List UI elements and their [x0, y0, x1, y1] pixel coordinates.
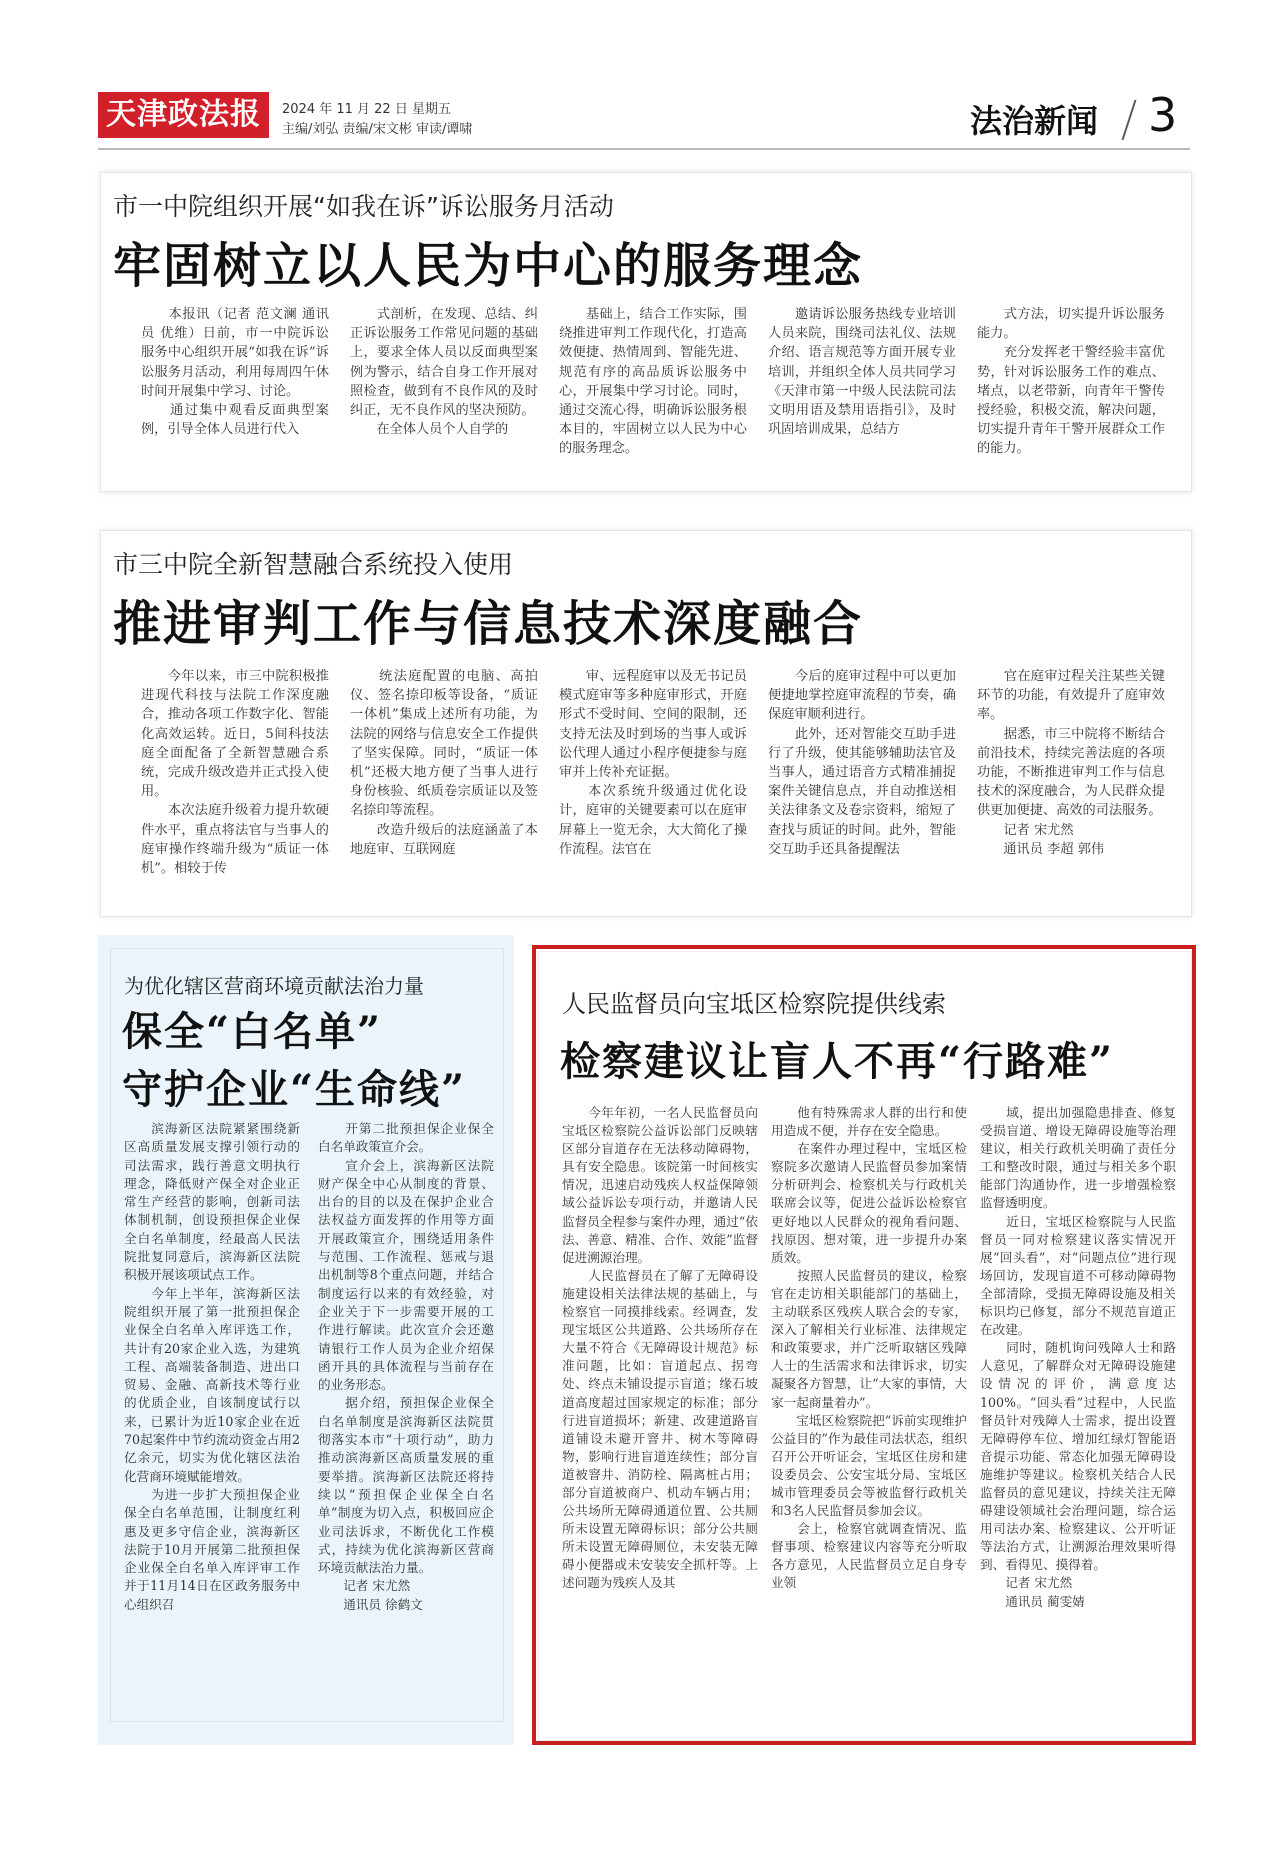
newspaper-logo: 天津政法报 [98, 92, 269, 138]
article-1-column-5: 式方法，切实提升诉讼服务能力。 充分发挥老干警经验丰富优势，针对诉讼服务工作的难点、堵点，以老带新，向青年干警传授经验，积极交流，解决问题，切实提升青年干警开展群众工作的能力。 [977, 307, 1165, 457]
article-4-headline: 检察建议让盲人不再“行路难” [560, 1038, 1115, 1085]
article-1 [100, 172, 1192, 492]
article-4-column-3: 域，提出加强隐患排查、修复受损盲道、增设无障碍设施等治理建议，相关行政机关明确了责任分工和整改时限，通过与相关多个职能部门沟通协作，进一步增强检察监督透明度。 近日，宝坻区检察院与人民监督员一同对检察建议落实情况开展“回头看”，对“问题点位”进行现场回访，发现盲道不可移动障碍物全部清除，受损无障碍设施及相关标识均已修复，部分不规范盲道正在改建。 同时，随机询问残障人士和路人意见，了解群众对无障碍设施建设情况的评价，满意度达100%。“回头看”过程中，人民监督员针对残障人士需求，提出设置无障碍停车位、增加红绿灯智能语音提示功能、常态化加强无障碍设施维护等建议。检察机关结合人民监督员的意见建议，持续关注无障碍建设领域社会治理问题，综合运用司法办案、检察建议、公开听证等法治方式，让溯源治理效果听得到、看得见、摸得着。 记者 宋尤然 通讯员 蔺雯婧 [980, 1104, 1176, 1728]
article-1-column-2: 式剖析，在发现、总结、纠正诉讼服务工作常见问题的基础上，要求全体人员以反面典型案例为警示，结合自身工作开展对照检查，做到有不良作风的及时纠正，无不良作风的坚决预防。 在全体人员个人自学的 [350, 307, 538, 438]
article-3-byline-reporter: 记者 宋尤然 [318, 1578, 411, 1594]
issue-date: 2024 年 11 月 22 日 星期五 [282, 102, 451, 117]
article-2-column-5: 官在庭审过程关注某些关键环节的功能，有效提升了庭审效率。 据悉，市三中院将不断结合前沿技术，持续完善法庭的各项功能，不断推进审判工作与信息技术的深度融合，为人民群众提供更加便捷、高效的司法服务。 记者 宋尤然 通讯员 李超 郭伟 [977, 667, 1165, 907]
article-3-column-2: 开第二批预担保企业保全白名单政策宣介会。 宣介会上，滨海新区法院财产保全中心从制度的背景、出台的目的以及在保护企业合法权益方面发挥的作用等方面开展政策宣介，围绕适用条件与范围、工作流程、惩戒与退出机制等8个重点问题，并结合制度运行以来的有效经验，对企业关于下一步需要开展的工作进行解读。此次宣介会还邀请银行工作人员为企业介绍保函开具的具体流程与当前存在的业务形态。 据介绍，预担保企业保全白名单制度是滨海新区法院贯彻落实本市“十项行动”，助力推动滨海新区高质量发展的重要举措。滨海新区法院还将持续以“预担保企业保全白名单”制度为切入点，积极回应企业司法诉求，不断优化工作模式，持续为优化滨海新区营商环境贡献法治力量。 记者 宋尤然 通讯员 徐鹤文 [318, 1120, 494, 1720]
article-2-column-3: 审、远程庭审以及无书记员模式庭审等多种庭审形式，开庭形式不受时间、空间的限制，还支持无法及时到场的当事人或诉讼代理人通过小程序便捷参与庭审并上传补充证据。 本次系统升级通过优化设计，庭审的关键要素可以在庭审屏幕上一览无余，大大简化了操作流程。法官在 [559, 669, 747, 857]
article-1-kicker: 市一中院组织开展“如我在诉”诉讼服务月活动 [113, 192, 614, 221]
article-4-column-2: 他有特殊需求人群的出行和使用造成不便，并存在安全隐患。 在案件办理过程中，宝坻区检察院多次邀请人民监督员参加案情分析研判会、检察机关与行政机关联席会议等，促进公益诉讼检察官更好地以人民群众的视角看问题、找原因、想对策，进一步提升办案质效。 按照人民监督员的建议，检察官在走访相关职能部门的基础上，主动联系区残疾人联合会的专家，深入了解相关行业标准、法律规定和政策要求，并广泛听取辖区残障人士的生活需求和法律诉求，切实凝聚各方智慧，让“大家的事情，大家一起商量着办”。 宝坻区检察院把“诉前实现维护公益目的”作为最佳司法状态，组织召开公开听证会，宝坻区住房和建设委员会、公安宝坻分局、宝坻区城市管理委员会等被监督行政机关和3名人民监督员参加会议。 会上，检察官就调查情况、监督事项、检察建议内容等充分听取各方意见，人民监督员立足自身专业领 [771, 1105, 967, 1591]
article-4-column-1: 今年年初，一名人民监督员向宝坻区检察院公益诉讼部门反映辖区部分盲道存在无法移动障碍物，具有安全隐患。该院第一时间核实情况，迅速启动残疾人权益保障领域公益诉讼专项行动，并邀请人民监督员全程参与案件办理，通过“依法、善意、精准、合作、效能”监督促进溯源治理。 人民监督员在了解了无障碍设施建设相关法律法规的基础上，与检察官一同摸排线索。经调查，发现宝坻区公共道路、公共场所存在大量不符合《无障碍设计规范》标准问题，比如：盲道起点、拐弯处、终点未铺设提示盲道；缘石坡道高度超过国家规定的标准；部分行进盲道损坏；新建、改建道路盲道铺设未避开窨井、树木等障碍物，影响行进盲道连续性；部分盲道被窨井、消防栓、隔离桩占用；部分盲道被商户、机动车辆占用；公共场所无障碍通道位置、公共厕所未设置无障碍标识；部分公共厕所未设置无障碍厕位，未安装无障碍小便器或未安装安全抓杆等。上述问题为残疾人及其 [562, 1105, 758, 1591]
article-3-headline-line-2: 守护企业“生命线” [122, 1066, 467, 1113]
section-divider [1122, 100, 1137, 140]
article-2-column-2: 统法庭配置的电脑、高拍仪、签名捺印板等设备，“质证一体机”集成上述所有功能，为法院的网络与信息安全工作提供了坚实保障。同时，“质证一体机”还极大地方便了当事人进行身份核验、纸质卷宗质证以及签名捺印等流程。 改造升级后的法庭涵盖了本地庭审、互联网庭 [350, 669, 538, 857]
article-2-column-4: 今后的庭审过程中可以更加便捷地掌控庭审流程的节奏，确保庭审顺利进行。 此外，还对智能交互助手进行了升级，使其能够辅助法官及当事人，通过语音方式精准捕捉案件关键信息点，并自动推送相关法律条文及卷宗资料，缩短了查找与质证的时间。此外，智能交互助手还具备提醒法 [768, 669, 956, 857]
article-3-byline-correspondent: 通讯员 徐鹤文 [318, 1596, 423, 1612]
article-1-column-4: 邀请诉讼服务热线专业培训人员来院，围绕司法礼仪、法规介绍、语言规范等方面开展专业培训，并组织全体人员共同学习《天津市第一中级人民法院司法文明用语及禁用语指引》，及时巩固培训成果，总结方 [768, 307, 956, 438]
article-3-kicker: 为优化辖区营商环境贡献法治力量 [124, 974, 424, 998]
article-1-body [141, 305, 1165, 485]
article-4-byline-reporter: 记者 宋尤然 [980, 1575, 1073, 1591]
article-3-headline-line-1: 保全“白名单” [122, 1008, 383, 1055]
article-2-column-1: 今年以来，市三中院积极推进现代科技与法院工作深度融合，推动各项工作数字化、智能化高效运转。近日，5间科技法庭全面配备了全新智慧融合系统，完成升级改造并正式投入使用。 本次法庭升级着力提升软硬件水平，重点将法官与当事人的庭审操作终端升级为“质证一体机”。相较于传 [141, 669, 329, 877]
article-4-kicker: 人民监督员向宝坻区检察院提供线索 [562, 990, 946, 1018]
section-title: 法治新闻 [970, 102, 1099, 140]
page-number: 3 [1148, 88, 1178, 142]
article-1-column-1: 本报讯（记者 范文澜 通讯员 优维）日前，市一中院诉讼服务中心组织开展“如我在诉”诉讼服务月活动，利用每周四午休时间开展集中学习、讨论。 通过集中观看反面典型案例，引导全体人员进行代入 [141, 307, 329, 438]
masthead-rule [98, 148, 1190, 150]
article-2-body [141, 667, 1165, 907]
editor-credits: 主编/刘弘 责编/宋文彬 审读/谭啸 [282, 122, 473, 137]
article-4-byline-correspondent: 通讯员 蔺雯婧 [980, 1593, 1085, 1609]
article-3-body [124, 1120, 494, 1720]
article-2-byline-correspondent: 通讯员 李超 郭伟 [977, 841, 1105, 857]
article-2-headline: 推进审判工作与信息技术深度融合 [113, 596, 864, 652]
article-2-byline-reporter: 记者 宋尤然 [977, 822, 1074, 838]
article-3-column-1: 滨海新区法院紧紧围绕新区高质量发展支撑引领行动的司法需求，践行善意文明执行理念，降低财产保全对企业正常生产经营的影响，创新司法体制机制，创设预担保企业保全白名单制度，经最高人民法院批复同意后，滨海新区法院积极开展该项试点工作。 今年上半年，滨海新区法院组织开展了第一批预担保企业保全白名单入库评选工作，共计有20家企业入选，为建筑工程、高端装备制造、进出口贸易、金融、高新技术等行业的优质企业，自该制度试行以来，已累计为近10家企业在近70起案件中节约流动资金占用2亿余元，切实为优化辖区法治化营商环境赋能增效。 为进一步扩大预担保企业保全白名单范围，让制度红利惠及更多守信企业，滨海新区法院于10月开展第二批预担保企业保全白名单入库评审工作并于11月14日在区政务服务中心组织召 [124, 1121, 300, 1612]
article-2-kicker: 市三中院全新智慧融合系统投入使用 [113, 550, 514, 579]
article-1-column-3: 基础上，结合工作实际，围绕推进审判工作现代化，打造高效便捷、热情周到、智能先进、规范有序的高品质诉讼服务中心，开展集中学习讨论。同时，通过交流心得，明确诉讼服务根本目的，牢固树立以人民为中心的服务理念。 [559, 307, 747, 457]
article-2 [100, 530, 1192, 917]
article-4-body [562, 1104, 1176, 1728]
article-1-headline: 牢固树立以人民为中心的服务理念 [113, 238, 864, 294]
